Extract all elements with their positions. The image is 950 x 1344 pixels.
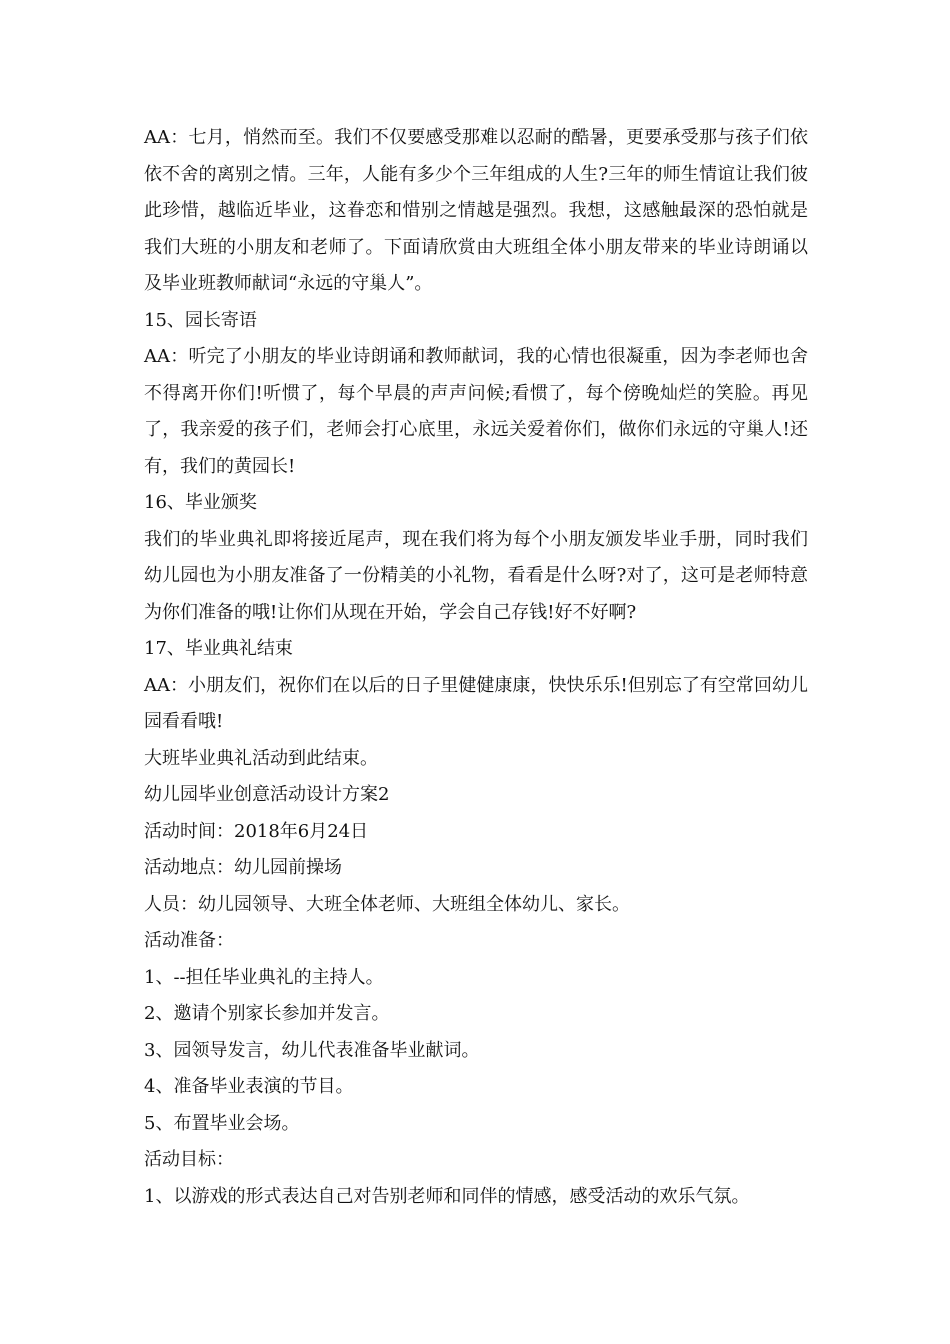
heading-graduation-award: 16、毕业颁奖: [144, 492, 257, 513]
paragraph-host-closing: AA：小朋友们，祝你们在以后的日子里健健康康，快快乐乐!但别忘了有空常回幼儿园看看哦!: [144, 674, 808, 732]
heading-goals: 活动目标：: [144, 1149, 234, 1170]
paragraph-end-note: 大班毕业典礼活动到此结束。: [144, 747, 378, 769]
preparation-item: 2、邀请个别家长参加并发言。: [144, 1003, 390, 1024]
activity-time: 活动时间：2018年6月24日: [144, 820, 369, 842]
preparation-item: 3、园领导发言，幼儿代表准备毕业献词。: [144, 1039, 480, 1061]
goal-item: 1、以游戏的形式表达自己对告别老师和同伴的情感，感受活动的欢乐气氛。: [144, 1185, 750, 1207]
document-body: [144, 120, 808, 1215]
heading-preparation: 活动准备：: [144, 930, 234, 951]
heading-ceremony-end: 17、毕业典礼结束: [144, 638, 293, 659]
activity-location: 活动地点：幼儿园前操场: [144, 857, 342, 878]
paragraph-award: 我们的毕业典礼即将接近尾声，现在我们将为每个小朋友颁发毕业手册，同时我们幼儿园也为小朋友准备了一份精美的小礼物，看看是什么呀?对了，这可是老师特意为你们准备的哦!让你们从现在开始，学会自己存钱!好不好啊?: [144, 528, 808, 623]
paragraph-host-principal: AA：听完了小朋友的毕业诗朗诵和教师献词，我的心情也很凝重，因为李老师也舍不得离开你们!听惯了，每个早晨的声声问候;看惯了，每个傍晚灿烂的笑脸。再见了，我亲爱的孩子们，老师会打心底里，永远关爱着你们，做你们永远的守巢人!还有，我们的黄园长!: [144, 346, 808, 477]
preparation-item: 4、准备毕业表演的节目。: [144, 1076, 354, 1097]
preparation-item: 5、布置毕业会场。: [144, 1112, 300, 1134]
preparation-item: 1、--担任毕业典礼的主持人。: [144, 966, 384, 988]
plan-title: 幼儿园毕业创意活动设计方案2: [144, 784, 390, 805]
heading-principal-message: 15、园长寄语: [144, 309, 257, 331]
paragraph-host-intro: AA：七月，悄然而至。我们不仅要感受那难以忍耐的酷暑，更要承受那与孩子们依依不舍的离别之情。三年，人能有多少个三年组成的人生?三年的师生情谊让我们彼此珍惜，越临近毕业，这眷恋和惜别之情越是强烈。我想，这感触最深的恐怕就是我们大班的小朋友和老师了。下面请欣赏由大班组全体小朋友带来的毕业诗朗诵以及毕业班教师献词“永远的守巢人”。: [144, 127, 808, 294]
activity-participants: 人员：幼儿园领导、大班全体老师、大班组全体幼儿、家长。: [144, 893, 630, 915]
